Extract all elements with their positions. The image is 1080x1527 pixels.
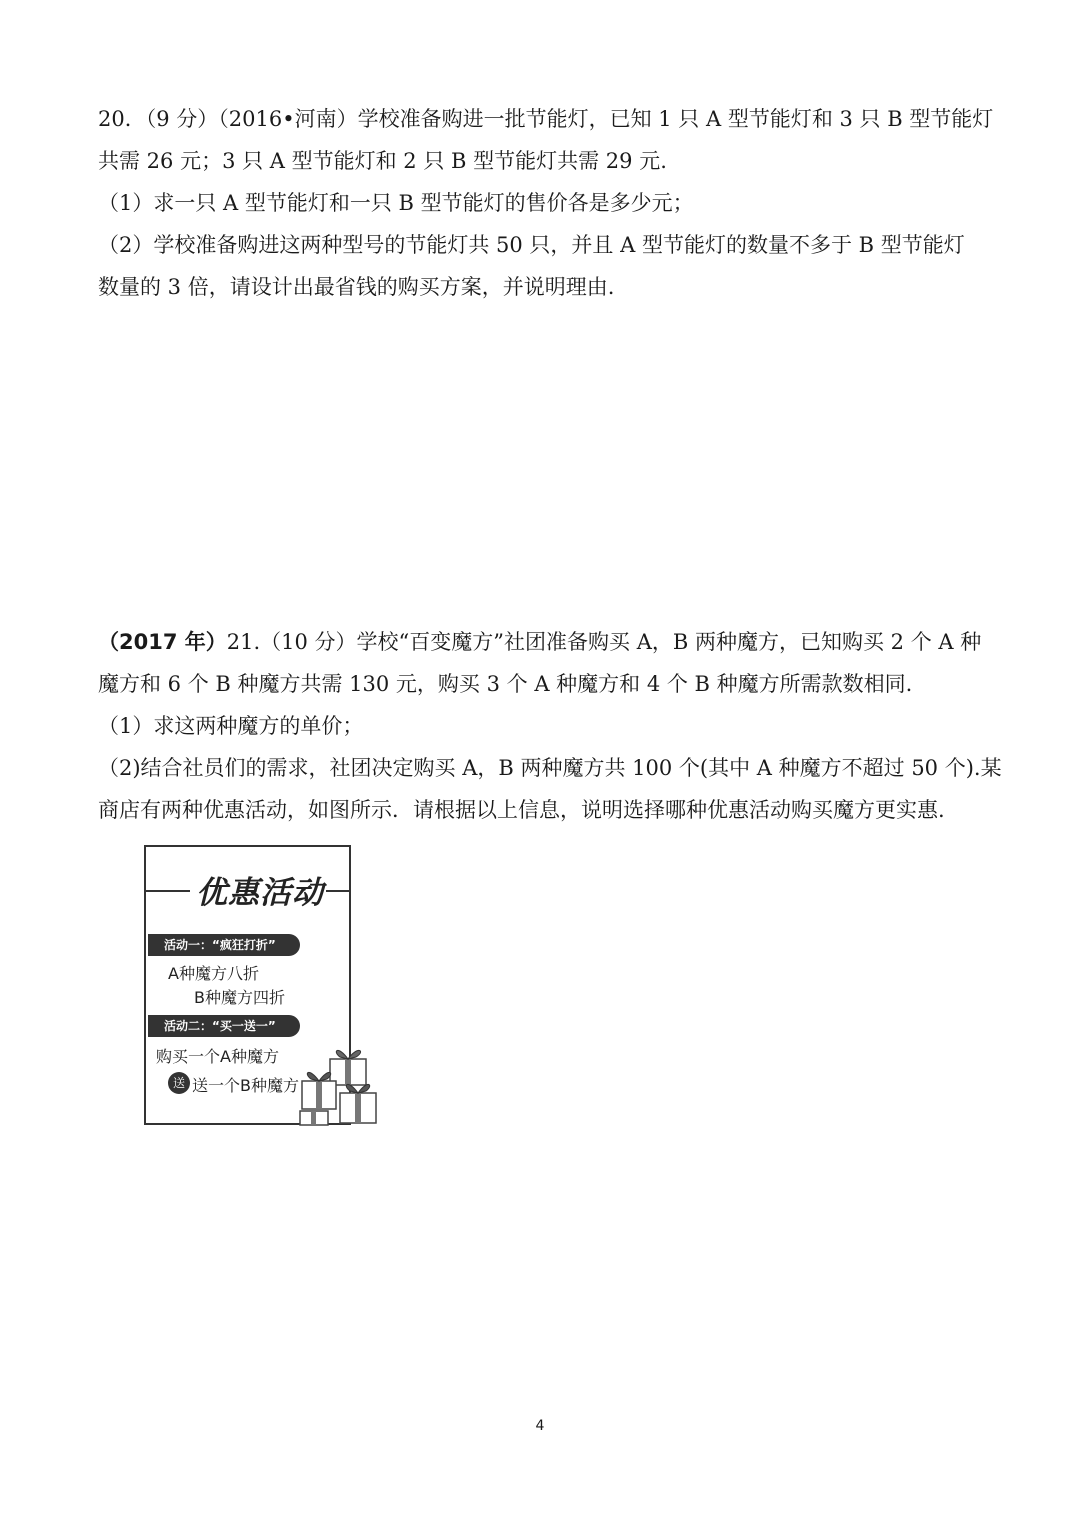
- activity-2-line-1: 购买一个A种魔方: [156, 1047, 279, 1066]
- activity-1-line-2: B种魔方四折: [194, 988, 285, 1007]
- q21-line-1-text: 21.（10 分）学校“百变魔方”社团准备购买 A，B 两种魔方，已知购买 2 个 A 种: [226, 630, 982, 654]
- promo-title-row: [146, 861, 349, 921]
- q20-line-4: （2）学校准备购进这两种型号的节能灯共 50 只，并且 A 型节能灯的数量不多于 B 型节能灯: [98, 233, 965, 257]
- q21-line-4: （2)结合社员们的需求，社团决定购买 A，B 两种魔方共 100 个(其中 A 种魔方不超过 50 个).某: [98, 756, 1002, 780]
- q21-line-5: 商店有两种优惠活动，如图所示．请根据以上信息，说明选择哪种优惠活动购买魔方更实惠.: [98, 798, 945, 822]
- activity-2-tag: 活动二：“买一送一”: [148, 1015, 300, 1037]
- page-number: 4: [535, 1418, 545, 1434]
- activity-1-tag: 活动一：“疯狂打折”: [148, 934, 300, 956]
- q21-line-3: （1）求这两种魔方的单价；: [98, 714, 364, 738]
- question-21: [98, 621, 1002, 831]
- question-20: [98, 98, 994, 308]
- q20-line-1: 20．（9 分）（2016•河南）学校准备购进一批节能灯，已知 1 只 A 型节能灯和 3 只 B 型节能灯: [98, 107, 994, 131]
- q21-line-2: 魔方和 6 个 B 种魔方共需 130 元，购买 3 个 A 种魔方和 4 个 B 种魔方所需款数相同.: [98, 672, 913, 696]
- activity-1-line-1: A种魔方八折: [168, 964, 259, 983]
- title-rule-left: [146, 890, 190, 892]
- send-badge-icon: 送: [168, 1072, 190, 1094]
- gift-boxes-icon: [296, 1045, 380, 1127]
- q21-line-1: [98, 621, 988, 663]
- q20-line-2: 共需 26 元；3 只 A 型节能灯和 2 只 B 型节能灯共需 29 元.: [98, 149, 667, 173]
- q20-line-5: 数量的 3 倍，请设计出最省钱的购买方案，并说明理由.: [98, 275, 615, 299]
- title-rule-right: [324, 890, 351, 892]
- q21-year-label: （2017 年）: [98, 630, 227, 654]
- promo-title: 优惠活动: [194, 867, 326, 912]
- q20-line-3: （1）求一只 A 型节能灯和一只 B 型节能灯的售价各是多少元；: [98, 191, 694, 215]
- activity-2-line-2: 送一个B种魔方: [192, 1076, 299, 1095]
